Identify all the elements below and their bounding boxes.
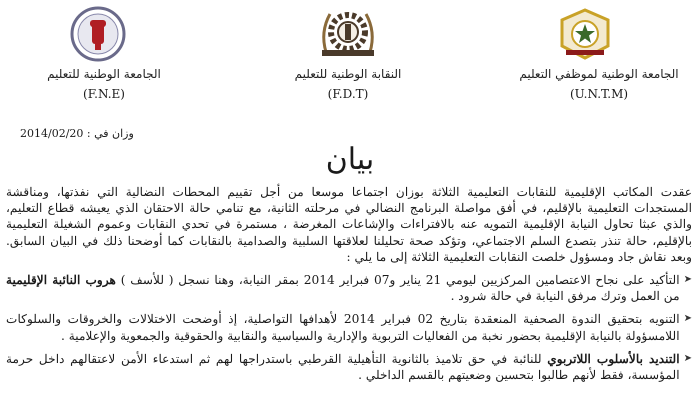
item-2-text: التنويه بتحقيق الندوة الصحفية المنعقدة بتاريخ 02 فبراير 2014 لأهدافها التواصلية، إذ أوضحت الاختلالات والخروقات والسلوكات اللامسؤولة بالنيابة الإقليمية بحضور نخبة من الفعاليات التربوية والإدارية والسياسية والنقابية والحقوقية والجمعوية والإعلامية . [6, 312, 680, 343]
org-fdt [268, 64, 428, 104]
dateline: وزان في : 2014/02/20 [20, 127, 134, 140]
arrow-bullet-icon: ➤ [683, 313, 692, 325]
list-item-text [6, 311, 680, 343]
fdt-logo [312, 4, 384, 60]
list-item [6, 272, 692, 304]
item-1-bold: هروب النائبة الإقليمية [6, 273, 116, 288]
list-item-text [6, 351, 680, 383]
fne-logo [66, 6, 130, 62]
org-fdt-abbr: (F.D.T) [327, 87, 369, 101]
arrow-bullet-icon: ➤ [683, 274, 692, 286]
list-item-text [6, 272, 680, 304]
list-item [6, 311, 692, 343]
item-1-text: التأكيد على نجاح الاعتصامين المركزيين ليومي 21 يناير و07 فبراير 2014 بمقر النيابة، وهنا نسجل ( للأسف ) [115, 273, 680, 288]
item-1-tail: من العمل وترك مرفق النيابة في حالة شرود . [450, 289, 680, 304]
gear-wheat-emblem-icon [312, 4, 384, 60]
raised-fist-emblem-icon [66, 6, 130, 62]
org-untm [514, 64, 684, 104]
untm-logo [556, 6, 614, 62]
list-item [6, 351, 692, 383]
org-fdt-name: النقابة الوطنية للتعليم [294, 67, 402, 81]
arrow-bullet-icon: ➤ [683, 352, 692, 364]
item-3-tail: للنائبة في حق تلاميذ بالثانوية التأهيلية القرطبي باستدراجها لهم ثم استدعاء الأمن لاعتقالهم داخل حرمة المؤسسة، فقط لأنهم طالبوا بتحسين وضعيتهم بالقسم الداخلي . [6, 351, 680, 383]
statement-body [6, 184, 692, 383]
org-fne-abbr: (F.N.E) [83, 87, 125, 101]
item-3-bold: التنديد بالأسلوب اللاتربوي [547, 351, 680, 366]
org-untm-abbr: (U.N.T.M) [569, 87, 629, 101]
org-fne [24, 64, 184, 104]
org-untm-name: الجامعة الوطنية لموظفي التعليم [519, 67, 679, 81]
intro-paragraph: عقدت المكاتب الإقليمية للنقابات التعليمية الثلاثة بوزان اجتماعا موسعا من أجل تقييم المحطات النضالية التي نفذتها، ومناقشة المستجدات التعليمية بالإقليم، في أفق مواصلة البرنامج النضالي في مرحلته الثانية، مع تنامي حالة الاحتقان الذي يعيشه قطاع التعليم، والذي عبثا تحاول النيابة الإقليمية التمويه عنه بالافتراءات والإشاعات المغرضة ، مستمرة في تحدي النقابات وعموم الشغيلة التعليمية بالإقليم، حالة تنذر بتصدع السلم الاجتماعي، وتؤكد صحة تحليلنا لعلاقتها السلبية والصدامية بالنقابات كما أوضحنا ذلك في البيان السابق. وبعد نقاش جاد ومسؤول خلصت النقابات التعليمية الثلاثة إلى ما يلي : [6, 185, 692, 264]
statement-title: بيان [325, 142, 375, 177]
org-fne-name: الجامعة الوطنية للتعليم [47, 67, 161, 81]
star-crescent-emblem-icon [556, 6, 614, 62]
